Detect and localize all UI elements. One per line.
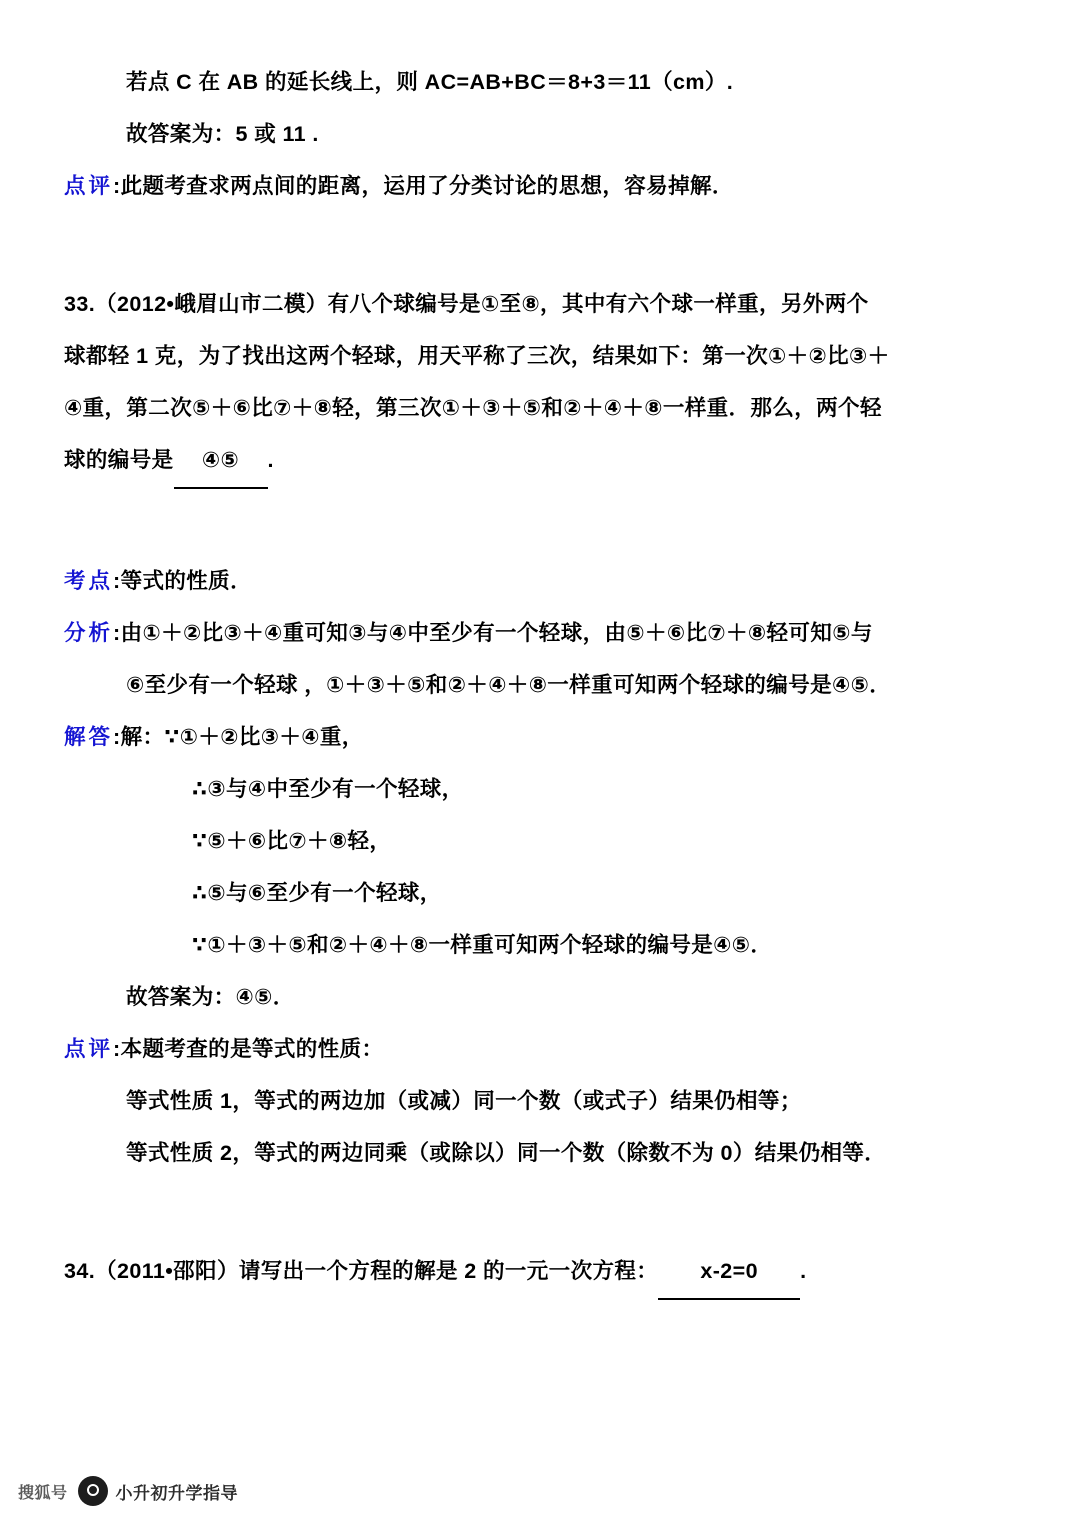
spacer <box>64 212 1016 278</box>
question-33-jieda-line-6: 故答案为：④⑤． <box>126 985 295 1009</box>
question-34-stem: .（2011•邵阳）请写出一个方程的解是 2 的一元一次方程： <box>88 1259 659 1283</box>
dianping-label: 点评 <box>64 1037 114 1061</box>
prev-solution-line-2: 故答案为：5 或 11 . <box>126 122 319 146</box>
footer-bar <box>0 1455 1080 1527</box>
question-34-number: 34 <box>64 1259 89 1283</box>
kaodian-text: :等式的性质． <box>113 569 252 593</box>
question-33-stem-line-2: 球都轻 1 克，为了找出这两个轻球，用天平称了三次，结果如下：第一次①＋②比③＋ <box>64 344 890 368</box>
question-33-stem-part1: .（2012•峨眉山市二模）有八个球编号是①至⑧，其中有六个球一样重，另外两个 <box>88 292 869 316</box>
question-33-stem-line-1 <box>64 278 1016 330</box>
question-33-stem-tail: . <box>267 448 274 472</box>
prev-solution-line-1: 若点 C 在 AB 的延长线上，则 AC=AB+BC＝8+3＝11（cm）. <box>126 70 734 94</box>
avatar <box>78 1476 108 1506</box>
question-33-fenxi-line-1 <box>64 607 1016 659</box>
question-33-stem-line-3: ④重，第二次⑤＋⑥比⑦＋⑧轻，第三次①＋③＋⑤和②＋④＋⑧一样重．那么，两个轻 <box>64 396 882 420</box>
footer-account-name: 小升初升学指导 <box>115 1483 239 1503</box>
fenxi-text-1: :由①＋②比③＋④重可知③与④中至少有一个轻球，由⑤＋⑥比⑦＋⑧轻可知⑤与 <box>113 621 873 645</box>
footer-platform: 搜狐号 <box>18 1484 68 1502</box>
question-33-kaodian-line <box>64 555 1016 607</box>
question-33-answer-blank: ④⑤ <box>174 434 268 489</box>
question-33-jieda-line-5: ∵①＋③＋⑤和②＋④＋⑧一样重可知两个轻球的编号是④⑤． <box>192 933 773 957</box>
jieda-text-1: :解：∵①＋②比③＋④重， <box>113 725 364 749</box>
question-33-stem-part4: 球的编号是 <box>64 448 174 472</box>
fenxi-label: 分析 <box>64 621 114 645</box>
question-33-stem-line-4 <box>64 434 1016 489</box>
question-33-jieda-line-2: ∴③与④中至少有一个轻球， <box>192 777 464 801</box>
spacer <box>64 489 1016 555</box>
kaodian-label: 考点 <box>64 569 114 593</box>
question-34-line <box>64 1245 1016 1300</box>
question-34-answer-blank: x‐2=0 <box>658 1245 800 1300</box>
dianping-text-1: :本题考查的是等式的性质： <box>113 1037 384 1061</box>
comment-label: 点评 <box>64 174 114 198</box>
question-33-jieda-line-4: ∴⑤与⑥至少有一个轻球， <box>192 881 442 905</box>
question-33-dianping-line-1 <box>64 1023 1016 1075</box>
jieda-label: 解答 <box>64 725 114 749</box>
prev-comment-line <box>64 160 1016 212</box>
question-33-jieda-line-3: ∵⑤＋⑥比⑦＋⑧轻， <box>192 829 392 853</box>
question-33-fenxi-line-2: ⑥至少有一个轻球 ，①＋③＋⑤和②＋④＋⑧一样重可知两个轻球的编号是④⑤． <box>126 673 892 697</box>
comment-text: :此题考查求两点间的距离，运用了分类讨论的思想，容易掉解． <box>113 174 734 198</box>
question-34-tail: . <box>800 1259 807 1283</box>
spacer <box>64 1179 1016 1245</box>
question-33-dianping-line-2: 等式性质 1，等式的两边加（或减）同一个数（或式子）结果仍相等； <box>126 1089 802 1113</box>
question-33-jieda-line-1 <box>64 711 1016 763</box>
question-33-number: 33 <box>64 292 89 316</box>
question-33-dianping-line-3: 等式性质 2，等式的两边同乘（或除以）同一个数（除数不为 0）结果仍相等． <box>126 1141 887 1165</box>
